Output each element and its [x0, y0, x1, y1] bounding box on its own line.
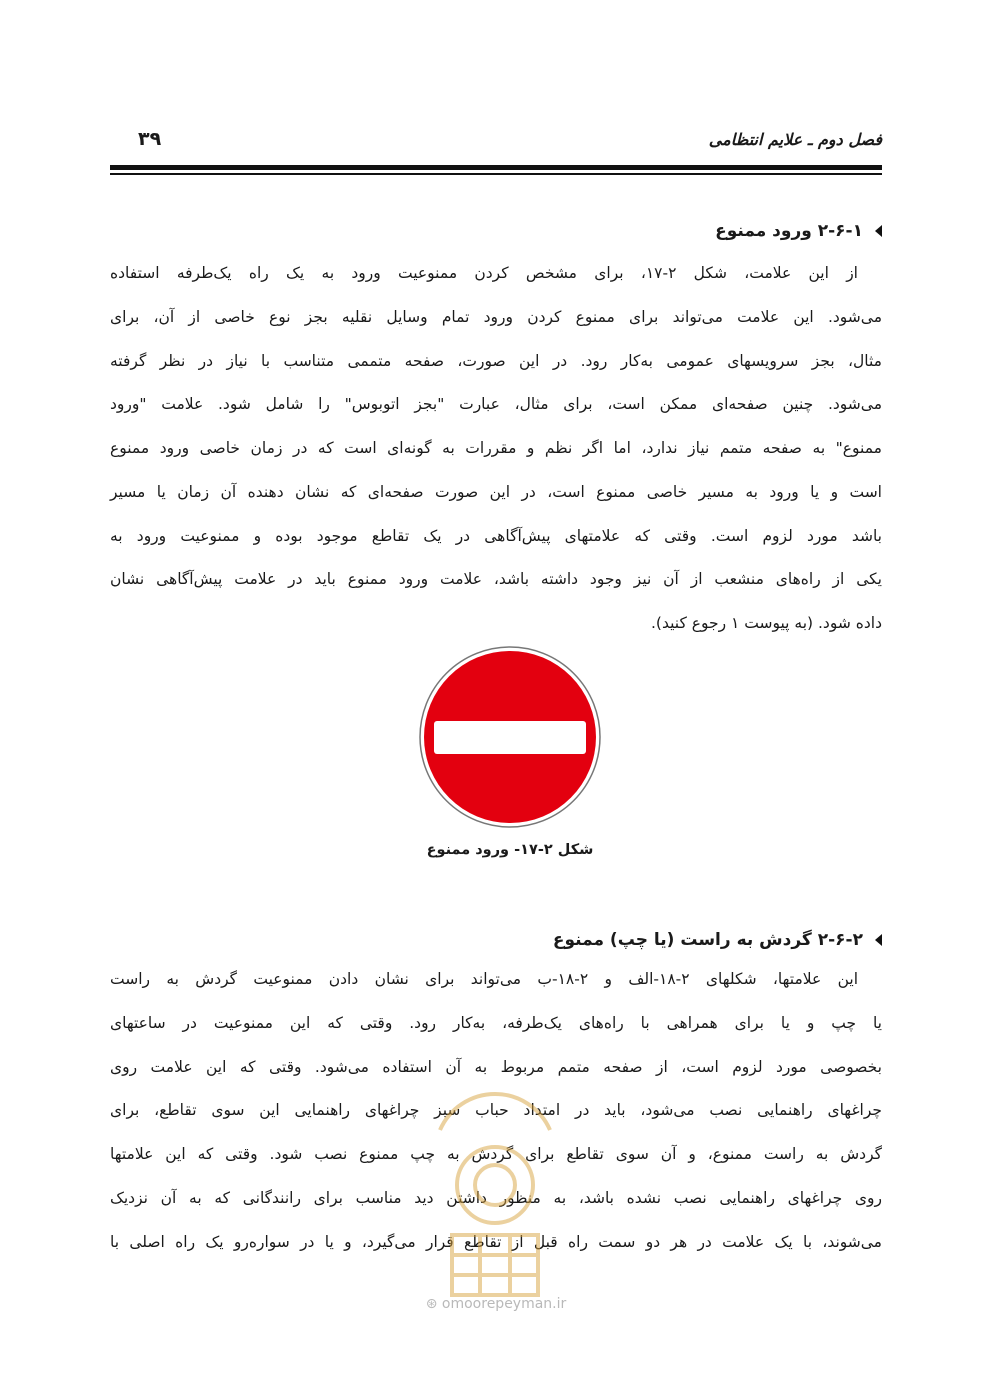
- paragraph-line: یکی از راه‌های منشعب از آن نیز وجود داشته باشد، علامت ورود ممنوع باید در علامت پیش‌آگاهی نشان: [110, 570, 882, 588]
- figure-caption: شکل ۲-۱۷- ورود ممنوع: [426, 842, 594, 858]
- paragraph-line: می‌شود. این علامت می‌تواند برای ممنوع کردن ورود تمام وسایل نقلیه بجز نوع خاصی از آن، برای: [110, 308, 882, 326]
- section-heading-text: ۲-۶-۱ ورود ممنوع: [715, 221, 863, 241]
- paragraph-line: گردش به راست ممنوع، و آن سوی تقاطع برای گردش به چپ ممنوع نصب شود. وقتی که این علامتها: [110, 1145, 882, 1163]
- chapter-title: فصل دوم ـ علایم انتظامی: [708, 130, 882, 149]
- bullet-arrow-icon: [875, 225, 882, 237]
- section-heading-no-turn: [110, 930, 882, 950]
- paragraph-line: باشد مورد لزوم است. وقتی که علامتهای پیش‌آگاهی در یک تقاطع موجود بوده و ممنوعیت ورود به: [110, 527, 882, 545]
- paragraph-line: مثال، بجز سرویسهای عمومی به‌کار رود. در این صورت، صفحه متممی متناسب با نیاز در نظر گرفته: [110, 352, 882, 370]
- paragraph-line: است و یا ورود به مسیر خاصی ممنوع است، در این صورت صفحه‌ای که نشان دهنده آن زمان یا مسیر: [110, 483, 882, 501]
- paragraph-line: داده شود. (به پیوست ۱ رجوع کنید).: [650, 614, 882, 632]
- paragraph-line: این علامتها، شکلهای ۲-۱۸-الف و ۲-۱۸-ب می‌تواند برای نشان دادن ممنوعیت گردش به راست: [110, 970, 858, 988]
- no-entry-sign-icon: [418, 645, 602, 829]
- watermark-logo-icon: [420, 1035, 570, 1305]
- paragraph-line: ممنوع" به صفحه متمم نیاز ندارد، اما اگر نظم و مقررات به گونه‌ای است که در زمان خاصی ورود ممنوع: [110, 439, 882, 457]
- paragraph-line: می‌شود. چنین صفحه‌ای ممکن است، برای مثال، عبارت "بجز اتوبوس" را شامل شود. علامت "ورود: [110, 395, 882, 413]
- paragraph-line: روی چراغهای راهنمایی نصب نشده باشد، به منظور داشتن دید مناسب برای رانندگانی که به آن نزدیک: [110, 1189, 882, 1207]
- watermark-website: ⊛ omoorepeyman.ir: [425, 1296, 567, 1312]
- paragraph-line: می‌شوند، با یک علامت در هر دو سمت راه قبل از تقاطع قرار می‌گیرد، و یا در سواره‌رو یک راه اصلی با: [110, 1233, 882, 1251]
- paragraph-line: از این علامت، شکل ۲-۱۷، برای مشخص کردن ممنوعیت ورود به یک راه یک‌طرفه استفاده: [110, 264, 858, 282]
- paragraph-line: یا چپ و یا برای همراهی با راه‌های یک‌طرفه، به‌کار رود. وقتی که این ممنوعیت در ساعتهای: [110, 1014, 882, 1032]
- no-entry-sign-figure: [418, 645, 602, 829]
- paragraph-line: بخصوصی مورد لزوم است، از صفحه متمم مربوط به آن استفاده می‌شود. وقتی که این علامت روی: [110, 1058, 882, 1076]
- bullet-arrow-icon: [875, 934, 882, 946]
- section-heading-text: ۲-۶-۲ گردش به راست (یا چپ) ممنوع: [552, 930, 863, 950]
- header-rule-thick: [110, 165, 882, 170]
- watermark-site-text: omoorepeyman.ir: [441, 1296, 567, 1312]
- section-heading-no-entry: [110, 221, 882, 241]
- page-number: ۳۹: [138, 128, 162, 150]
- paragraph-line: چراغهای راهنمایی نصب می‌شود، باید در امتداد حباب سبز چراغهای راهنمایی این سوی تقاطع، برای: [110, 1101, 882, 1119]
- header-rule-thin: [110, 173, 882, 175]
